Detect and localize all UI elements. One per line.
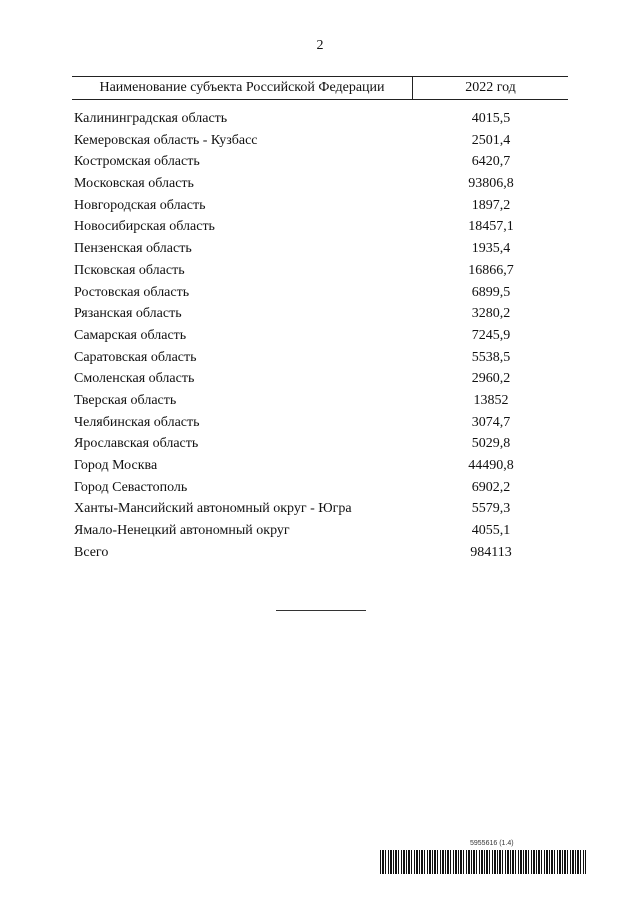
value-cell: 6899,5 [471,284,511,300]
subject-name-cell: Тверская область [74,392,177,408]
subject-name-cell: Город Севастополь [74,479,188,495]
table-row [72,325,568,347]
header-year: 2022 год [465,80,516,95]
document-code: 5955616 (1.4) [470,840,514,847]
table-row [72,542,568,564]
subject-name-cell: Ярославская область [74,436,199,452]
value-cell: 44490,8 [468,458,514,473]
subject-name-cell: Город Москва [74,458,158,473]
table-row [72,477,568,499]
value-cell: 984113 [470,544,512,560]
value-cell: 2501,4 [471,132,511,148]
subject-name-cell: Рязанская область [74,306,182,322]
table-row [72,347,568,369]
end-divider [276,610,366,611]
table-row [72,173,568,195]
subject-name-cell: Пензенская область [74,241,192,257]
value-cell: 13852 [473,392,509,408]
table-row [72,498,568,520]
value-cell: 7245,9 [471,327,511,343]
table-body [72,108,568,563]
table-row [72,108,568,130]
value-cell: 1897,2 [471,197,511,213]
subject-name-cell: Ханты-Мансийский автономный округ - Югра [74,501,352,517]
table-row [72,238,568,260]
header-subject-name: Наименование субъекта Российской Федерации [99,80,385,95]
value-cell: 5579,3 [471,501,511,517]
table-row [72,303,568,325]
subject-name-cell: Кемеровская область - Кузбасс [74,132,258,148]
table-row [72,130,568,152]
subject-name-cell: Всего [74,544,109,560]
table-row [72,216,568,238]
value-cell: 1935,4 [471,241,511,257]
value-cell: 6420,7 [471,154,511,170]
subject-name-cell: Челябинская область [74,414,200,430]
subject-name-cell: Ямало-Ненецкий автономный округ [74,523,290,539]
value-cell: 5029,8 [471,436,511,452]
subject-name-cell: Калининградская область [74,111,228,126]
table-row [72,260,568,282]
table-row [72,282,568,304]
value-cell: 93806,8 [468,176,514,192]
table-row [72,412,568,434]
subject-name-cell: Смоленская область [74,371,195,387]
subject-name-cell: Московская область [74,176,194,192]
subject-name-cell: Костромская область [74,154,200,170]
table-row [72,455,568,477]
table-row [72,151,568,173]
subject-name-cell: Самарская область [74,327,187,343]
value-cell: 4055,1 [471,523,511,539]
subject-name-cell: Новгородская область [74,197,206,213]
value-cell: 3074,7 [471,414,511,430]
subject-name-cell: Саратовская область [74,349,197,365]
subjects-table [72,76,568,563]
value-cell: 5538,5 [471,349,511,365]
table-header [72,76,568,100]
table-row [72,433,568,455]
value-cell: 6902,2 [471,479,511,495]
subject-name-cell: Ростовская область [74,284,190,300]
table-row [72,520,568,542]
value-cell: 2960,2 [471,371,511,387]
page-number: 2 [316,38,324,53]
table-row [72,195,568,217]
value-cell: 16866,7 [468,262,514,278]
subject-name-cell: Псковская область [74,262,185,278]
table-row [72,368,568,390]
subject-name-cell: Новосибирская область [74,219,215,235]
table-row [72,390,568,412]
barcode-image [380,850,586,874]
value-cell: 18457,1 [468,219,514,235]
value-cell: 4015,5 [471,111,511,126]
value-cell: 3280,2 [471,306,511,322]
